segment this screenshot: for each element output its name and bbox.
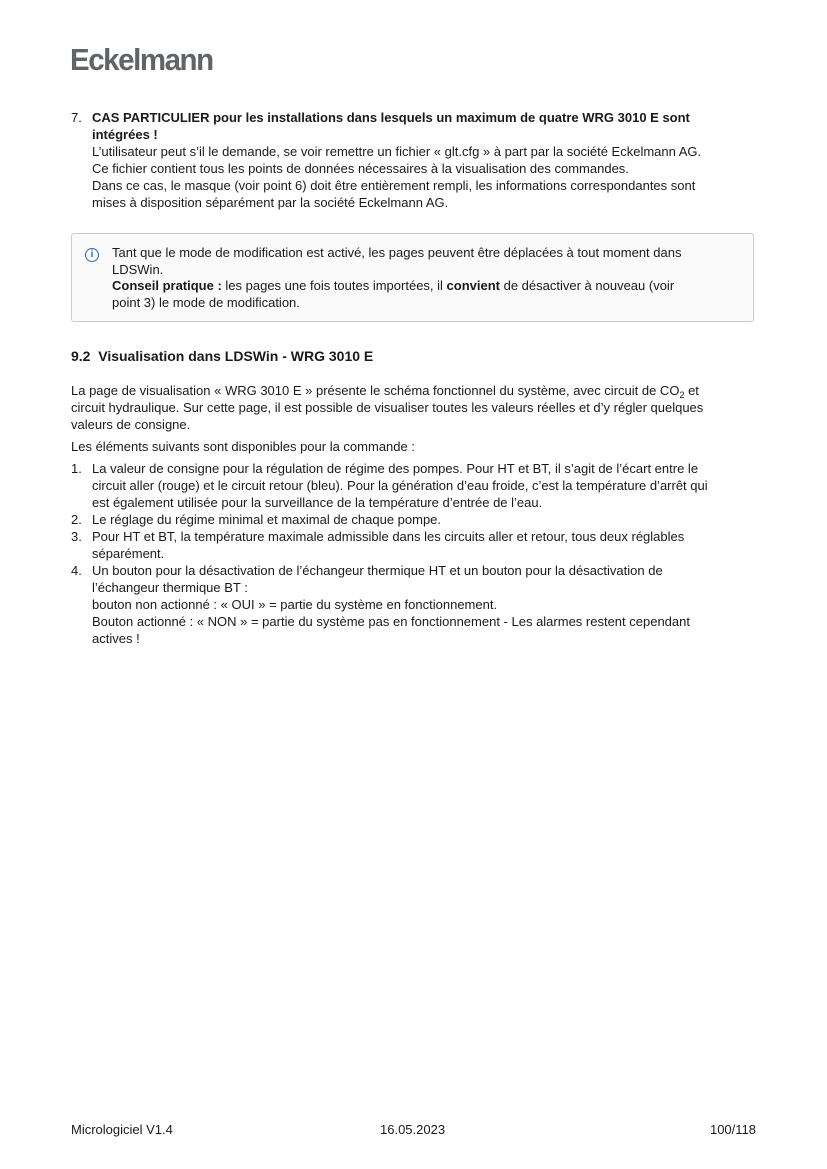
list-item [71, 528, 708, 562]
item-number: 4. [71, 563, 82, 578]
text-line: valeurs de consigne. [71, 417, 191, 432]
text-line: Ce fichier contient tous les points de données nécessaires à la visualisation des commandes. [92, 161, 629, 176]
item-number: 3. [71, 529, 82, 544]
text-line: La valeur de consigne pour la régulation de régime des pompes. Pour HT et BT, il s’agit de l’écart entre le [92, 461, 699, 476]
tip-label: Conseil pratique : [112, 278, 222, 293]
numbered-list [71, 460, 708, 647]
note-text: les pages une fois toutes importées, il [221, 278, 447, 293]
text-line: Les éléments suivants sont disponibles pour la commande : [71, 439, 415, 454]
note-text: LDSWin. [112, 261, 164, 277]
footer-version: Micrologiciel V1.4 [71, 1122, 173, 1137]
item-number: 7. [71, 110, 82, 125]
text-line: Pour HT et BT, la température maximale admissible dans les circuits aller et retour, tous deux réglables [92, 529, 685, 544]
info-note [71, 233, 754, 322]
note-text: Tant que le mode de modification est activé, les pages peuvent être déplacées à tout moment dans [112, 245, 682, 260]
note-text: point 3) le mode de modification. [112, 294, 300, 310]
text-line: est également utilisée pour la surveillance de la température d’entrée de l’eau. [92, 495, 543, 510]
subscript: 2 [679, 390, 685, 400]
section-heading: 9.2 Visualisation dans LDSWin - WRG 3010 E [71, 348, 374, 364]
list-item-7 [71, 109, 701, 211]
text-line: Dans ce cas, le masque (voir point 6) doit être entièrement rempli, les informations correspondantes sont [92, 178, 696, 193]
footer-date: 16.05.2023 [380, 1122, 446, 1137]
list-item [71, 460, 708, 511]
text-line: mises à disposition séparément par la société Eckelmann AG. [92, 195, 449, 210]
item-number: 1. [71, 461, 82, 476]
note-text: de désactiver à nouveau (voir [500, 278, 675, 293]
item-number: 2. [71, 512, 82, 527]
text-line: L’utilisateur peut s’il le demande, se voir remettre un fichier « glt.cfg » à part par la société Eckelmann AG. [92, 144, 702, 159]
text-line: bouton non actionné : « OUI » = partie du système en fonctionnement. [92, 597, 498, 612]
list-item [71, 511, 708, 528]
text-line: l’échangeur thermique BT : [92, 580, 248, 595]
info-icon: i [85, 248, 99, 262]
eckelmann-logo: Eckelmann [70, 42, 213, 77]
text-line: séparément. [92, 546, 165, 561]
intro-paragraph [71, 382, 703, 433]
text-line: Un bouton pour la désactivation de l’échangeur thermique HT et un bouton pour la désactivation de [92, 563, 663, 578]
text-line: circuit hydraulique. Sur cette page, il est possible de visualiser toutes les valeurs réelles et d’y régler quelques [71, 400, 704, 415]
list-item [71, 562, 708, 647]
footer-page: 100/118 [709, 1122, 756, 1137]
text-line: Bouton actionné : « NON » = partie du système pas en fonctionnement - Les alarmes restent cependant [92, 614, 690, 629]
text-line: La page de visualisation « WRG 3010 E » présente le schéma fonctionnel du système, avec circuit de CO [71, 383, 680, 398]
text-line: actives ! [92, 631, 140, 646]
note-emphasis: convient [446, 278, 500, 293]
item-title: intégrées ! [92, 127, 158, 142]
text-line: circuit aller (rouge) et le circuit retour (bleu). Pour la génération d’eau froide, c’est la température d’arrêt qui [92, 478, 708, 493]
text-line: et [684, 383, 699, 398]
text-line: Le réglage du régime minimal et maximal de chaque pompe. [92, 512, 442, 527]
lead-text [71, 438, 415, 455]
item-title: CAS PARTICULIER pour les installations dans lesquels un maximum de quatre WRG 3010 E sont [92, 110, 690, 125]
